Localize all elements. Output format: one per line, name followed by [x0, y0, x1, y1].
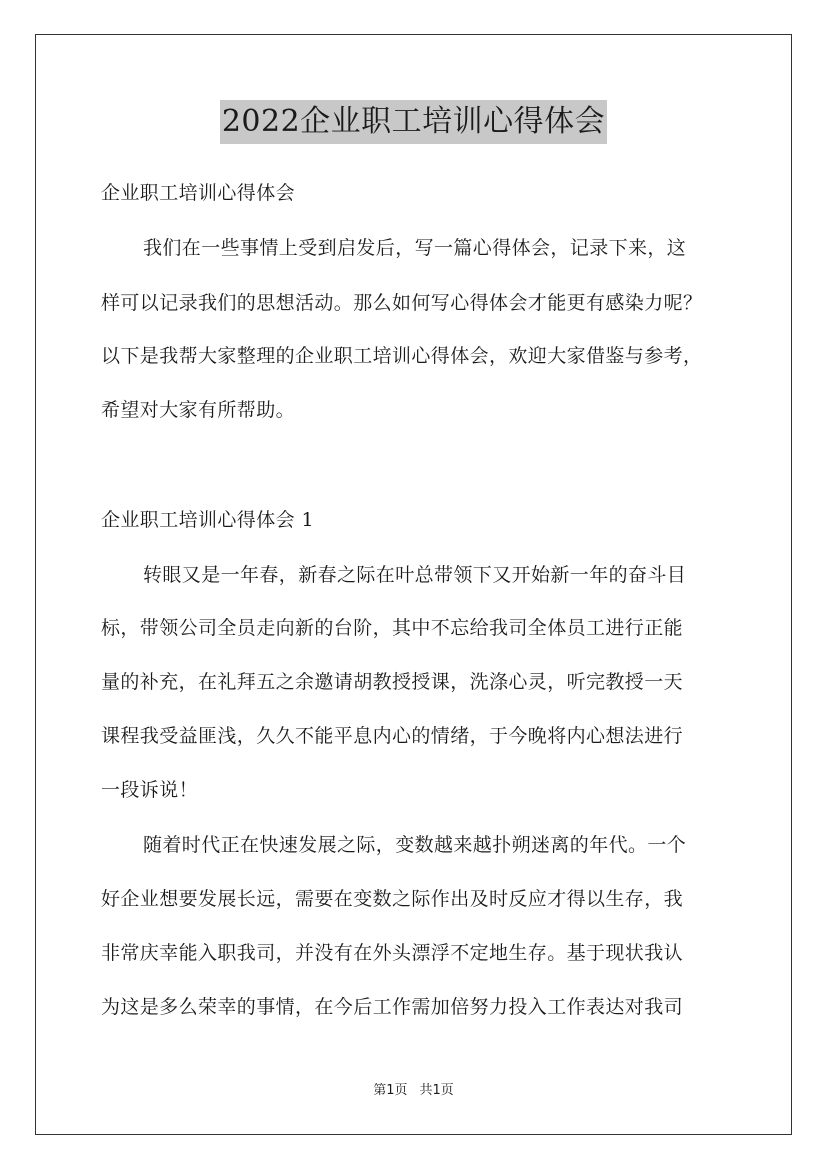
title-container: [0, 100, 827, 144]
document-title: 2022企业职工培训心得体会: [220, 100, 607, 144]
paragraph2-line-3: 非常庆幸能入职我司，并没有在外头漂浮不定地生存。基于现状我认: [101, 942, 684, 964]
paragraph1-line-4: 课程我受益匪浅，久久不能平息内心的情绪，于今晚将内心想法进行: [101, 725, 684, 747]
paragraph1-line-1: 转眼又是一年春，新春之际在叶总带领下又开始新一年的奋斗目: [143, 564, 687, 586]
paragraph2-line-4: 为这是多么荣幸的事情，在今后工作需加倍努力投入工作表达对我司: [101, 996, 684, 1018]
paragraph1-line-2: 标，带领公司全员走向新的台阶，其中不忘给我司全体员工进行正能: [101, 617, 684, 639]
section-heading: 企业职工培训心得体会 1: [101, 509, 314, 531]
intro-line-2: 样可以记录我们的思想活动。那么如何写心得体会才能更有感染力呢？: [101, 292, 703, 314]
paragraph1-line-3: 量的补充，在礼拜五之余邀请胡教授授课，洗涤心灵，听完教授一天: [101, 671, 684, 693]
intro-line-4: 希望对大家有所帮助。: [101, 399, 296, 421]
page-number: 第1页: [373, 1083, 408, 1098]
paragraph1-line-5: 一段诉说！: [101, 779, 199, 801]
paragraph2-line-2: 好企业想要发展长远，需要在变数之际作出及时反应才得以生存，我: [101, 888, 684, 910]
intro-line-3: 以下是我帮大家整理的企业职工培训心得体会，欢迎大家借鉴与参考，: [101, 345, 703, 367]
document-subtitle: 企业职工培训心得体会: [101, 182, 296, 204]
intro-line-1: 我们在一些事情上受到启发后，写一篇心得体会，记录下来，这: [143, 237, 687, 259]
page-total: 共1页: [419, 1083, 454, 1098]
page-footer: [0, 1083, 827, 1099]
paragraph2-line-1: 随着时代正在快速发展之际，变数越来越扑朔迷离的年代。一个: [143, 834, 687, 856]
